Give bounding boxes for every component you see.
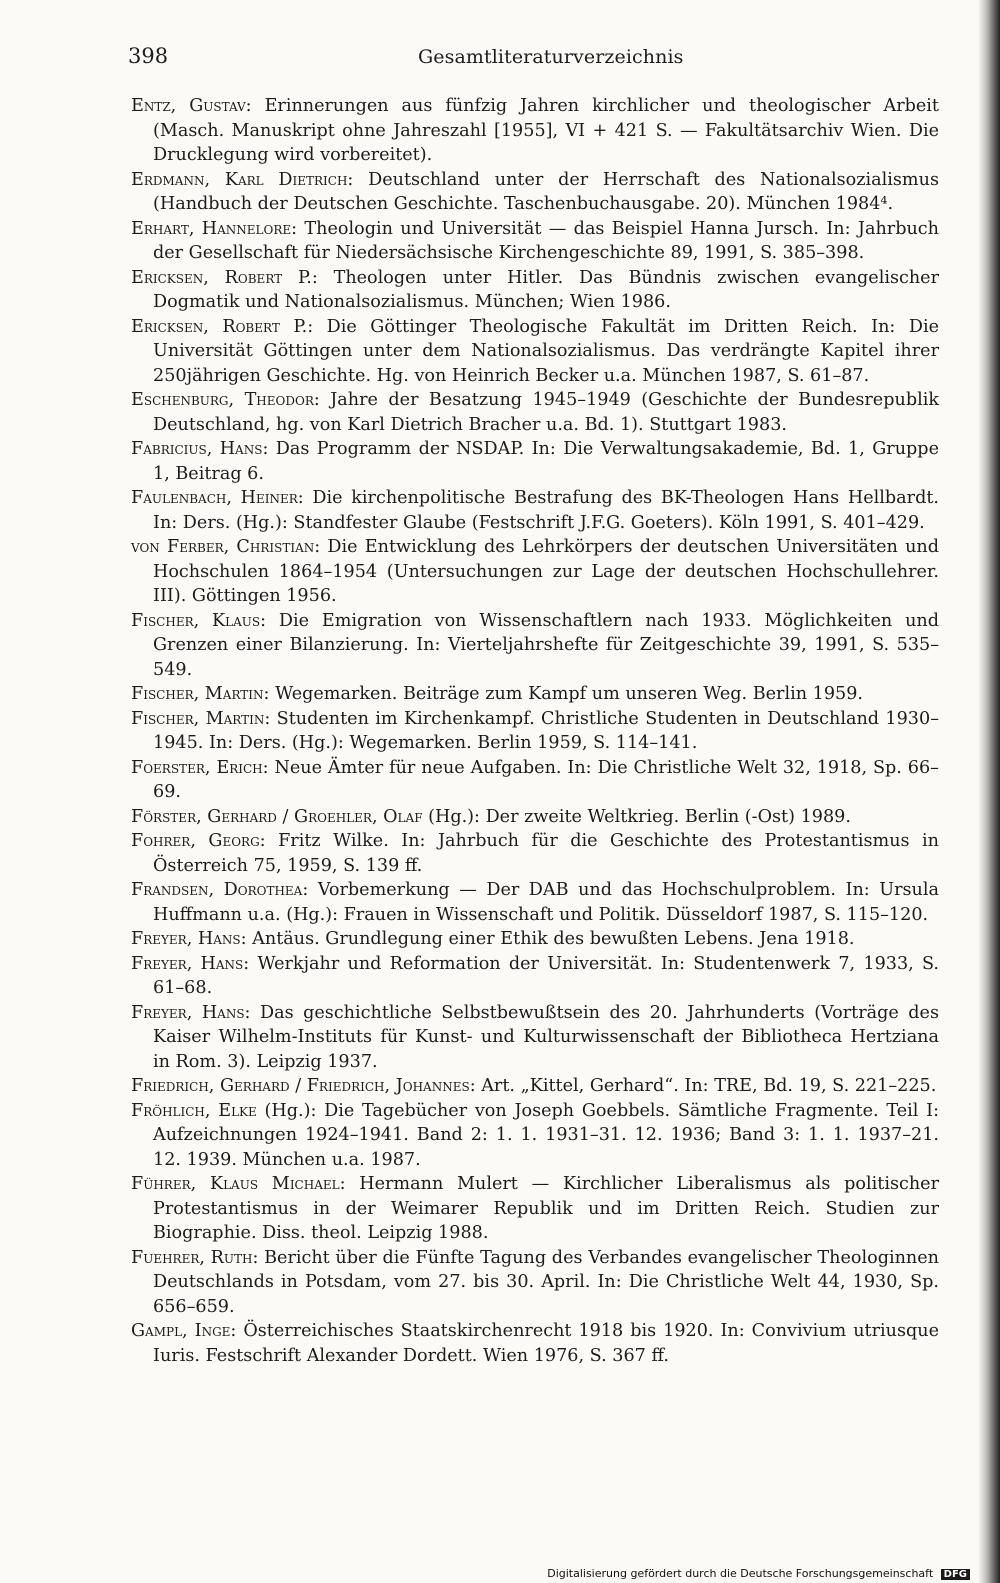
entry-citation: Die Entwicklung des Lehrkörpers der deutschen Universitäten und Hochschulen 1864–1954 (Untersuchungen zur Lage der deutschen Hochschullehrer. III). Göttingen 1956. — [153, 537, 939, 606]
entry-author: von Ferber, Christian: — [131, 537, 321, 557]
entry-author: Fohrer, Georg: — [131, 831, 266, 851]
entry-author: Freyer, Hans: — [131, 929, 247, 949]
entry-author: Führer, Klaus Michael: — [131, 1174, 346, 1194]
bibliography-entry — [131, 535, 939, 609]
bibliography-entry — [131, 952, 939, 1001]
bibliography-entry — [131, 609, 939, 683]
entry-citation: Vorbemerkung — Der DAB und das Hochschulproblem. In: Ursula Huffmann u.a. (Hg.): Frauen in Wissenschaft und Politik. Düsseldorf 1987, S. 115–120. — [153, 880, 939, 925]
entry-citation: Theologen unter Hitler. Das Bündnis zwischen evangelischer Dogmatik und Nationalsozialismus. München; Wien 1986. — [153, 267, 939, 312]
running-head: Gesamtliteraturverzeichnis — [418, 46, 684, 68]
entry-citation: Österreichisches Staatskirchenrecht 1918 bis 1920. In: Convivium utriusque Iuris. Festschrift Alexander Dordett. Wien 1976, S. 367 ff. — [153, 1321, 939, 1366]
bibliography-entry — [131, 1074, 939, 1099]
bibliography-list — [131, 94, 939, 1368]
entry-citation: Fritz Wilke. In: Jahrbuch für die Geschichte des Protestantismus in Österreich 75, 1959, S. 139 ff. — [153, 831, 939, 876]
entry-citation: Neue Ämter für neue Aufgaben. In: Die Christliche Welt 32, 1918, Sp. 66–69. — [153, 757, 939, 802]
bibliography-entry — [131, 1319, 939, 1368]
entry-citation: Erinnerungen aus fünfzig Jahren kirchlicher und theologischer Arbeit (Masch. Manuskript ohne Jahreszahl [1955], VI + 421 S. — Fakultätsarchiv Wien. Die Drucklegung wird vorbereitet). — [153, 96, 939, 165]
digitization-credit — [547, 1567, 970, 1580]
bibliography-entry — [131, 437, 939, 486]
entry-author: Ericksen, Robert P.: — [131, 267, 318, 288]
bibliography-entry — [131, 707, 939, 756]
entry-citation: Jahre der Besatzung 1945–1949 (Geschichte der Bundesrepublik Deutschland, hg. von Karl Dietrich Bracher u.a. Bd. 1). Stuttgart 1983. — [153, 390, 939, 435]
page-number: 398 — [128, 44, 169, 68]
bibliography-entry — [131, 756, 939, 805]
entry-author: Erdmann, Karl Dietrich: — [131, 169, 354, 190]
scan-edge-shadow — [978, 0, 1000, 1583]
bibliography-entry — [131, 486, 939, 535]
entry-citation: Theologin und Universität — das Beispiel Hanna Jursch. In: Jahrbuch der Gesellschaft für Niedersächsische Kirchengeschichte 89, 1991, S. 385–398. — [153, 218, 939, 263]
entry-citation: Antäus. Grundlegung einer Ethik des bewußten Lebens. Jena 1918. — [246, 929, 855, 949]
bibliography-entry — [131, 1172, 939, 1246]
bibliography-entry — [131, 266, 939, 315]
entry-author: Foerster, Erich: — [131, 757, 269, 778]
bibliography-entry — [131, 94, 939, 168]
entry-author: Fischer, Martin: — [131, 708, 271, 729]
entry-author: Fröhlich, Elke — [131, 1100, 257, 1121]
entry-citation: (Hg.): Der zweite Weltkrieg. Berlin (-Ost) 1989. — [422, 806, 851, 827]
bibliography-entry — [131, 805, 939, 830]
entry-citation: Die Göttinger Theologische Fakultät im Dritten Reich. In: Die Universität Göttingen unter dem Nationalsozialismus. Das verdrängte Kapitel ihrer 250jährigen Geschichte. Hg. von Heinrich Becker u.a. München 1987, S. 61–87. — [153, 316, 939, 386]
entry-citation: Werkjahr und Reformation der Universität. In: Studentenwerk 7, 1933, S. 61–68. — [153, 953, 940, 998]
bibliography-entry — [131, 1246, 939, 1320]
entry-citation: Wegemarken. Beiträge zum Kampf um unseren Weg. Berlin 1959. — [269, 684, 864, 704]
entry-citation: Die Emigration von Wissenschaftlern nach 1933. Möglichkeiten und Grenzen einer Bilanzierung. In: Vierteljahrshefte für Zeitgeschichte 39, 1991, S. 535–549. — [153, 610, 939, 680]
dfg-logo: DFG — [941, 1569, 970, 1580]
entry-author: Faulenbach, Heiner: — [131, 488, 304, 508]
entry-author: Gampl, Inge: — [131, 1321, 237, 1341]
entry-citation: Das geschichtliche Selbstbewußtsein des 20. Jahrhunderts (Vorträge des Kaiser Wilhelm-Instituts für Kunst- und Kulturwissenschaft der Bibliotheca Hertziana in Rom. 3). Leipzig 1937. — [153, 1002, 940, 1072]
entry-author: Erhart, Hannelore: — [131, 218, 298, 239]
entry-author: Fischer, Klaus: — [131, 610, 267, 631]
bibliography-entry — [131, 1001, 939, 1075]
entry-citation: Deutschland unter der Herrschaft des Nationalsozialismus (Handbuch der Deutschen Geschichte. Taschenbuchausgabe. 20). München 1984⁴. — [153, 169, 939, 214]
entry-author: Freyer, Hans: — [131, 953, 250, 974]
entry-citation: Die kirchenpolitische Bestrafung des BK-Theologen Hans Hellbardt. In: Ders. (Hg.): Standfester Glaube (Festschrift J.F.G. Goeters). Köln 1991, S. 401–429. — [153, 488, 939, 533]
bibliography-entry — [131, 168, 939, 217]
entry-author: Förster, Gerhard / Groehler, Olaf — [131, 806, 423, 827]
bibliography-entry — [131, 1099, 939, 1173]
entry-citation: Hermann Mulert — Kirchlicher Liberalismus als politischer Protestantismus in der Weimarer Republik und im Dritten Reich. Studien zur Biographie. Diss. theol. Leipzig 1988. — [153, 1174, 939, 1243]
entry-author: Frandsen, Dorothea: — [131, 880, 309, 900]
bibliography-entry — [131, 878, 939, 927]
entry-citation: Das Programm der NSDAP. In: Die Verwaltungsakademie, Bd. 1, Gruppe 1, Beitrag 6. — [153, 439, 939, 484]
bibliography-entry — [131, 388, 939, 437]
bibliography-entry — [131, 217, 939, 266]
entry-author: Ericksen, Robert P.: — [131, 316, 314, 337]
entry-author: Entz, Gustav: — [131, 96, 252, 116]
entry-author: Fuehrer, Ruth: — [131, 1247, 259, 1268]
entry-author: Freyer, Hans: — [131, 1002, 251, 1023]
entry-citation: Art. „Kittel, Gerhard“. In: TRE, Bd. 19, S. 221–225. — [475, 1076, 937, 1096]
bibliography-entry — [131, 927, 939, 952]
bibliography-entry — [131, 829, 939, 878]
entry-author: Fischer, Martin: — [131, 684, 270, 704]
digitization-credit-text: Digitalisierung gefördert durch die Deutsche Forschungsgemeinschaft — [547, 1567, 934, 1580]
entry-citation: Bericht über die Fünfte Tagung des Verbandes evangelischer Theologinnen Deutschlands in Potsdam, vom 27. bis 30. April. In: Die Christliche Welt 44, 1930, Sp. 656–659. — [153, 1247, 939, 1317]
bibliography-entry — [131, 315, 939, 389]
entry-author: Fabricius, Hans: — [131, 439, 269, 459]
entry-author: Friedrich, Gerhard / Friedrich, Johannes: — [131, 1076, 476, 1096]
bibliography-entry — [131, 682, 939, 707]
entry-citation: Studenten im Kirchenkampf. Christliche Studenten in Deutschland 1930–1945. In: Ders. (Hg.): Wegemarken. Berlin 1959, S. 114–141. — [153, 708, 939, 753]
entry-author: Eschenburg, Theodor: — [131, 390, 320, 410]
entry-citation: (Hg.): Die Tagebücher von Joseph Goebbels. Sämtliche Fragmente. Teil I: Aufzeichnungen 1924–1941. Band 2: 1. 1. 1931–31. 12. 1936; Band 3: 1. 1. 1937–21. 12. 1939. München u.a. 1987. — [153, 1100, 939, 1170]
